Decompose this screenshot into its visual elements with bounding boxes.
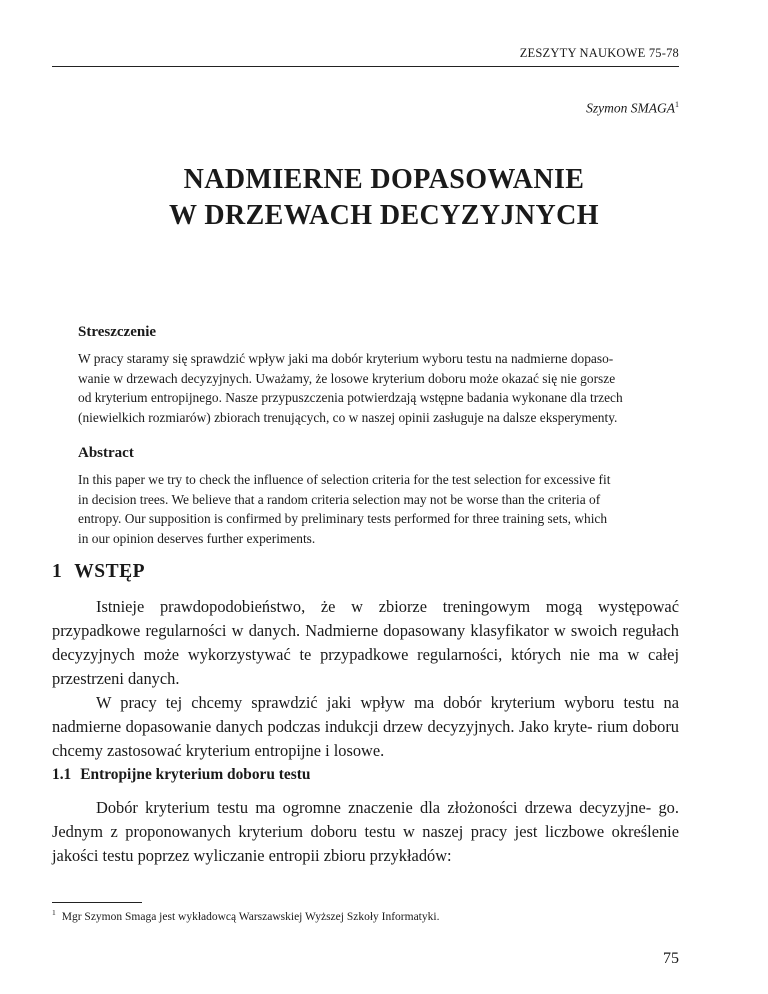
abstract-line: in our opinion deserves further experiments.	[78, 530, 316, 546]
page-number: 75	[663, 950, 679, 967]
text-line: rium doboru chcemy zastosować kryterium entropijne i losowe.	[52, 717, 679, 760]
abstract-line: entropy. Our supposition is confirmed by preliminary tests performed for three training sets, which	[78, 511, 608, 526]
abstract-line: in decision trees. We believe that a random criteria selection may not be worse than the criteria of	[78, 491, 601, 507]
footnote-text: Mgr Szymon Smaga jest wykładowcą Warszawskiej Wyższej Szkoły Informatyki.	[61, 910, 440, 923]
section-heading	[52, 561, 145, 583]
text-line: Istnieje prawdopodobieństwo, że w zbiorze treningowym mogą występować	[96, 597, 679, 616]
subsection-body	[52, 796, 679, 868]
author-footnote-mark: 1	[675, 100, 679, 109]
text-line: regułach decyzyjnych może wykorzystywać te przypadkowe regularności, których	[52, 621, 679, 664]
text-line: przypadkowe regularności w danych. Nadmierne dopasowany klasyfikator w swoich	[52, 621, 618, 640]
streszczenie-line: (niewielkich rozmiarów) zbiorach trenujących, co w naszej opinii zasługuje na dalsze eksperymenty.	[78, 409, 618, 425]
section-body	[52, 595, 679, 763]
text-line: go. Jednym z proponowanych kryterium doboru testu w naszej pracy jest liczbowe	[52, 798, 679, 841]
abstract-heading: Abstract	[78, 445, 134, 461]
author-name-text: Szymon SMAGA	[586, 100, 675, 116]
streszczenie-line: wanie w drzewach decyzyjnych. Uważamy, że losowe kryterium doboru może okazać się nie gorsze	[78, 370, 616, 386]
streszczenie-line: W pracy staramy się sprawdzić wpływ jaki ma dobór kryterium wyboru testu na nadmierne dopaso-	[78, 351, 614, 366]
text-line: określenie jakości testu poprzez wyliczanie entropii zbioru przykładów:	[52, 822, 679, 865]
paper-title-line-2: W DRZEWACH DECYZYJNYCH	[169, 200, 599, 231]
paragraph	[52, 691, 679, 763]
running-header: ZESZYTY NAUKOWE 75-78	[519, 46, 679, 60]
footnote-rule	[52, 902, 142, 903]
text-line: nie ma w całej przestrzeni danych.	[52, 645, 679, 688]
streszczenie-line: od kryterium entropijnego. Nasze przypuszczenia potwierdzają wstępne badania wykonane dla trzech	[78, 390, 623, 405]
section-title: WSTĘP	[74, 561, 146, 582]
subsection-number: 1.1	[52, 766, 72, 783]
abstract-block	[78, 445, 679, 548]
header-rule	[52, 66, 679, 67]
streszczenie-block	[78, 324, 679, 427]
streszczenie-heading: Streszczenie	[78, 324, 157, 340]
text-line: W pracy tej chcemy sprawdzić jaki wpływ ma dobór kryterium wyboru testu	[96, 693, 655, 712]
abstract-text	[78, 470, 679, 548]
footnote-mark: 1	[52, 908, 56, 917]
text-line: na nadmierne dopasowanie danych podczas indukcji drzew decyzyjnych. Jako kryte-	[52, 693, 679, 736]
abstract-line: In this paper we try to check the influence of selection criteria for the test selection for excessive fit	[78, 472, 611, 487]
paragraph	[52, 595, 679, 691]
subsection-heading	[52, 766, 310, 784]
streszczenie-text	[78, 349, 679, 427]
subsection-title: Entropijne kryterium doboru testu	[80, 766, 311, 783]
footnote	[52, 908, 679, 923]
section-number: 1	[52, 561, 63, 582]
paper-title	[0, 162, 768, 234]
text-line: Dobór kryterium testu ma ogromne znaczenie dla złożoności drzewa decyzyjne-	[96, 798, 652, 817]
paragraph	[52, 796, 679, 868]
author-name	[586, 100, 679, 117]
paper-title-line-1: NADMIERNE DOPASOWANIE	[183, 164, 585, 195]
